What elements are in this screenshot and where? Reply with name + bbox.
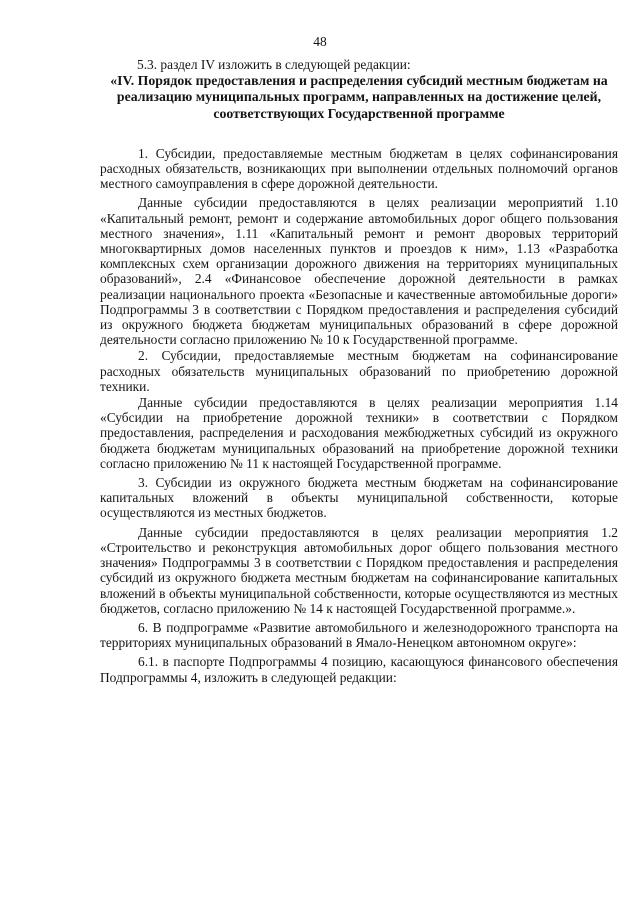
paragraph-subsidy-1-details: Данные субсидии предоставляются в целях реализации мероприятий 1.10 «Капитальный ремонт, ремонт и содержание автомобильных дорог общего пользования местного значения», 1.11 «Капитальный ремонт и ремонт дворовых территорий многоквартирных домов населенных пунктов и проездов к ним», 1.13 «Разработка комплексных схем организации дорожного движения на территориях муниципальных образований», 2.4 «Финансовое обеспечение дорожной деятельности в рамках реализации национального проекта «Безопасные и качественные автомобильные дороги» Подпрограммы 3 в соответствии с Порядком предоставления и распределения субсидий из окружного бюджета бюджетам муниципальных образований в сфере дорожной деятельности согласно приложению № 10 к Государственной программе. — [100, 195, 618, 348]
paragraph-subsidy-3-details: Данные субсидии предоставляются в целях реализации мероприятия 1.2 «Строительство и реконструкция автомобильных дорог общего пользования местного значения» Подпрограммы 3 в соответствии с Порядком предоставления и распределения субсидий из окружного бюджета местным бюджетам на софинансирование капитальных вложений в объекты муниципальной собственности, которые осуществляются из местных бюджетов, согласно приложению № 14 к настоящей Государственной программе.». — [100, 524, 618, 616]
paragraph-item-6: 6. В подпрограмме «Развитие автомобильного и железнодорожного транспорта на территориях муниципальных образований в Ямало-Ненецком автономном округе»: — [100, 619, 618, 651]
section-intro: 5.3. раздел IV изложить в следующей редакции: — [137, 57, 411, 72]
paragraph-item-6-1: 6.1. в паспорте Подпрограммы 4 позицию, касающуюся финансового обеспечения Подпрограммы 4, изложить в следующей редакции: — [100, 654, 618, 685]
paragraph-subsidy-1: 1. Субсидии, предоставляемые местным бюджетам в целях софинансирования расходных обязательств, возникающих при выполнении отдельных полномочий органов местного самоуправления в сфере дорожной деятельности. — [100, 145, 618, 192]
document-body — [100, 57, 618, 689]
paragraph-subsidy-2: 2. Субсидии, предоставляемые местным бюджетам на софинансирование расходных обязательств муниципальных образований по приобретению дорожной техники. — [100, 348, 618, 394]
page-number: 48 — [313, 34, 327, 49]
paragraph-subsidy-3: 3. Субсидии из окружного бюджета местным бюджетам на софинансирование капитальных вложений в объекты муниципальной собственности, которые осуществляются из местных бюджетов. — [100, 475, 618, 521]
paragraph-subsidy-2-details: Данные субсидии предоставляются в целях реализации мероприятия 1.14 «Субсидии на приобретение дорожной техники» в соответствии с Порядком предоставления, распределения и расходования межбюджетных субсидий из окружного бюджета бюджетам муниципальных образований на приобретение дорожной техники согласно приложению № 11 к настоящей Государственной программе. — [100, 395, 618, 471]
section-heading: «IV. Порядок предоставления и распределения субсидий местным бюджетам на реализацию муниципальных программ, направленных на достижение целей, соответствующих Государственной программе — [110, 73, 608, 121]
